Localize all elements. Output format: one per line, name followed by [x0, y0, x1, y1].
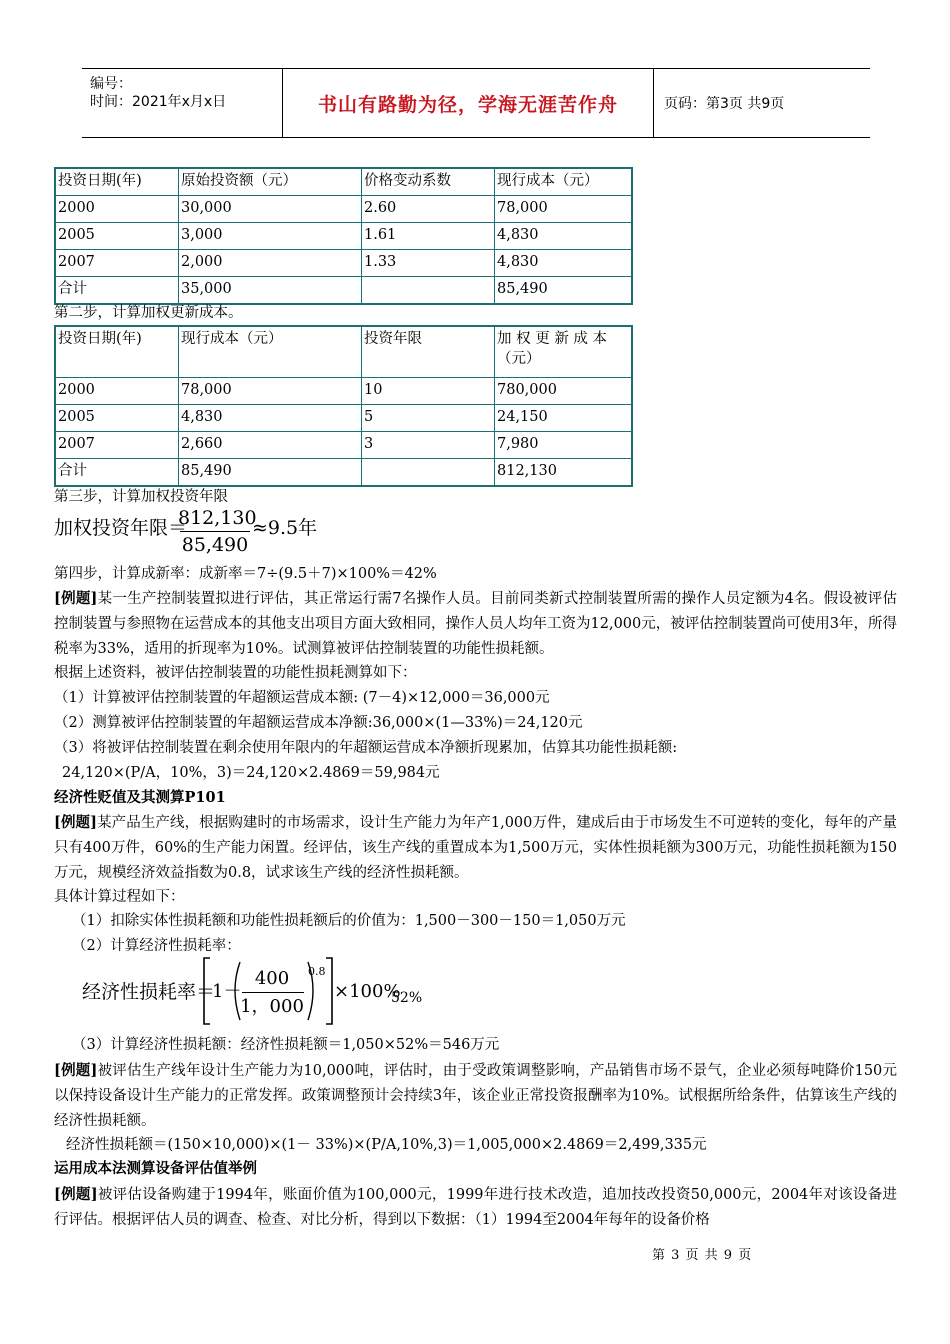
- table-cell: 合计: [55, 277, 179, 305]
- table-header-cell: 投资日期(年): [55, 326, 179, 378]
- table-cell: 4,830: [495, 250, 633, 277]
- table-row: [55, 223, 632, 250]
- table-cell: 30,000: [179, 196, 362, 223]
- table-cell: 2007: [55, 432, 179, 459]
- table-cell: 2.60: [362, 196, 495, 223]
- step2-text: 第二步，计算加权更新成本。: [54, 305, 243, 321]
- example1-text: 某一生产控制装置拟进行评估，其正常运行需7名操作人员。目前同类新式控制装置所需的操作人员定额为4名。假设被评估控制装置与参照物在运营成本的其他支出项目方面大致相同，操作人员人均年工资为12,000元，被评估控制装置尚可使用3年，所得税率为33%，适用的折现率为10%。试测算被评估控制装置的功能性损耗额。: [54, 591, 897, 657]
- table-cell: 4,830: [495, 223, 633, 250]
- example2-text: 某产品生产线，根据购建时的市场需求，设计生产能力为年产1,000万件，建成后由于市场发生不可逆转的变化，每年的产量只有400万件，60%的生产能力闲置。经评估，该生产线的重置成本为1,500万元，实体性损耗额为300万元，功能性损耗额为150万元，规模经济效益指数为0.8，试求该生产线的经济性损耗额。: [54, 815, 897, 881]
- table-header-cell: 原始投资额（元）: [179, 168, 362, 196]
- table-header-cell: 投资年限: [362, 326, 495, 378]
- formula-denominator: 85,490: [181, 534, 249, 556]
- table-cell: 合计: [55, 459, 179, 487]
- example4-text: 被评估设备购建于1994年，账面价值为100,000元，1999年进行技术改造，追加技改投资50,000元，2004年对该设备进行评估。根据评估人员的调查、检查、对比分析，得到以下数据：（1）1994至2004年每年的设备价格: [54, 1187, 897, 1228]
- header-motto-cell: [283, 69, 654, 137]
- example2-step3: （3）计算经济性损耗额：经济性损耗额＝1,050×52%＝546万元: [72, 1037, 500, 1053]
- table-row: [55, 378, 632, 405]
- table-row: [55, 405, 632, 432]
- formula-label: 加权投资年限＝: [54, 517, 188, 539]
- table-header-row: [55, 168, 632, 196]
- example2-step2: （2）计算经济性损耗率：: [72, 938, 241, 954]
- table-cell: 2005: [55, 405, 179, 432]
- weighted-cost-table: [54, 325, 633, 487]
- page-footer: 第 3 页 共 9 页: [652, 1248, 753, 1263]
- example2-step1: （1）扣除实体性损耗额和功能性损耗额后的价值为：1,500－300－150＝1,050万元: [72, 913, 626, 929]
- table-cell: [362, 277, 495, 305]
- table-cell: 1.61: [362, 223, 495, 250]
- example3-calc: 经济性损耗额＝(150×10,000)×(1－ 33%)×(P/A,10%,3)＝1,005,000×2.4869＝2,499,335元: [66, 1137, 707, 1153]
- example1-intro: 根据上述资料，被评估控制装置的功能性损耗测算如下：: [54, 665, 417, 681]
- formula-one-minus: 1－: [212, 981, 242, 1002]
- table-row: [55, 196, 632, 223]
- table-cell: 2007: [55, 250, 179, 277]
- step4-text: 第四步，计算成新率：成新率＝7÷(9.5＋7)×100%＝42%: [54, 566, 437, 582]
- page-header: [82, 68, 870, 138]
- example-tag: [例题]: [54, 590, 98, 607]
- example1-step3-calc: 24,120×(P/A，10%，3)＝24,120×2.4869＝59,984元: [62, 765, 440, 781]
- table-header-cell: 加 权 更 新 成 本（元）: [495, 326, 633, 378]
- formula-result: 52%: [391, 990, 423, 1006]
- example-tag: [例题]: [54, 1186, 98, 1203]
- example3-text: 被评估生产线年设计生产能力为10,000吨，评估时，由于受政策调整影响，产品销售市场不景气，企业必须每吨降价150元以保持设备设计生产能力的正常发挥。政策调整预计会持续3年，该企业正常投资报酬率为10%。试根据所给条件，估算该生产线的经济性损耗额。: [54, 1063, 897, 1129]
- table-cell: 78,000: [179, 378, 362, 405]
- table-cell: 2005: [55, 223, 179, 250]
- table-cell: 7,980: [495, 432, 633, 459]
- table-cell: 3: [362, 432, 495, 459]
- formula-denominator: 1，000: [240, 996, 304, 1017]
- table-header-cell: 现行成本（元）: [179, 326, 362, 378]
- formula-numerator: 812,130: [178, 507, 257, 529]
- table-total-row: [55, 459, 632, 487]
- number-label: 编号：: [90, 76, 132, 92]
- formula-numerator: 400: [254, 968, 290, 989]
- table-cell: 2,660: [179, 432, 362, 459]
- table-header-cell: 投资日期(年): [55, 168, 179, 196]
- table-cell: 780,000: [495, 378, 633, 405]
- header-page-cell: [654, 69, 880, 137]
- table-header-row: [55, 326, 632, 378]
- example-tag: [例题]: [54, 814, 97, 831]
- table-cell: 24,150: [495, 405, 633, 432]
- table-cell: 1.33: [362, 250, 495, 277]
- table-cell: 85,490: [179, 459, 362, 487]
- example2-paragraph: [54, 810, 897, 886]
- page-label: 页码：第3页 共9页: [664, 96, 785, 112]
- example3-paragraph: [54, 1058, 897, 1134]
- table-cell: 2,000: [179, 250, 362, 277]
- table-total-row: [55, 277, 632, 305]
- formula-result: ≈9.5年: [252, 517, 318, 539]
- fraction-bar: [180, 531, 250, 532]
- example1-step3: （3）将被评估控制装置在剩余使用年限内的年超额运营成本净额折现累加，估算其功能性损耗额:: [54, 740, 678, 756]
- step3-text: 第三步，计算加权投资年限: [54, 489, 228, 505]
- formula-label: 经济性损耗率＝: [82, 981, 216, 1003]
- formula-exponent: 0.8: [308, 965, 326, 978]
- section-title-cost-method: 运用成本法测算设备评估值举例: [54, 1160, 257, 1177]
- motto: 书山有路勤为径，学海无涯苦作舟: [317, 93, 618, 116]
- table-header-cell: 现行成本（元）: [495, 168, 633, 196]
- table-cell: 35,000: [179, 277, 362, 305]
- table-row: [55, 250, 632, 277]
- table-row: [55, 432, 632, 459]
- table-cell: 5: [362, 405, 495, 432]
- header-left-cell: [82, 69, 283, 137]
- table-cell: 10: [362, 378, 495, 405]
- example4-paragraph: [54, 1182, 897, 1233]
- example1-step2: （2）测算被评估控制装置的年超额运营成本净额:36,000×(1—33%)＝24,120元: [54, 715, 583, 731]
- table-cell: 85,490: [495, 277, 633, 305]
- example1-paragraph: [54, 586, 897, 662]
- table-cell: 4,830: [179, 405, 362, 432]
- table-cell: 3,000: [179, 223, 362, 250]
- example2-intro: 具体计算过程如下：: [54, 889, 185, 905]
- date-label: 时间：2021年x月x日: [90, 94, 227, 110]
- table-cell: 812,130: [495, 459, 633, 487]
- cost-table: [54, 167, 633, 305]
- table-cell: [362, 459, 495, 487]
- formula-times: ×100%: [334, 981, 401, 1002]
- table-cell: 78,000: [495, 196, 633, 223]
- section-title-economic-depreciation: 经济性贬值及其测算P101: [54, 789, 226, 806]
- table-header-cell: 价格变动系数: [362, 168, 495, 196]
- fraction-bar: [242, 992, 304, 993]
- example1-step1: （1）计算被评估控制装置的年超额运营成本额: (7－4)×12,000＝36,000元: [54, 690, 550, 706]
- table-cell: 2000: [55, 378, 179, 405]
- example-tag: [例题]: [54, 1062, 98, 1079]
- table-cell: 2000: [55, 196, 179, 223]
